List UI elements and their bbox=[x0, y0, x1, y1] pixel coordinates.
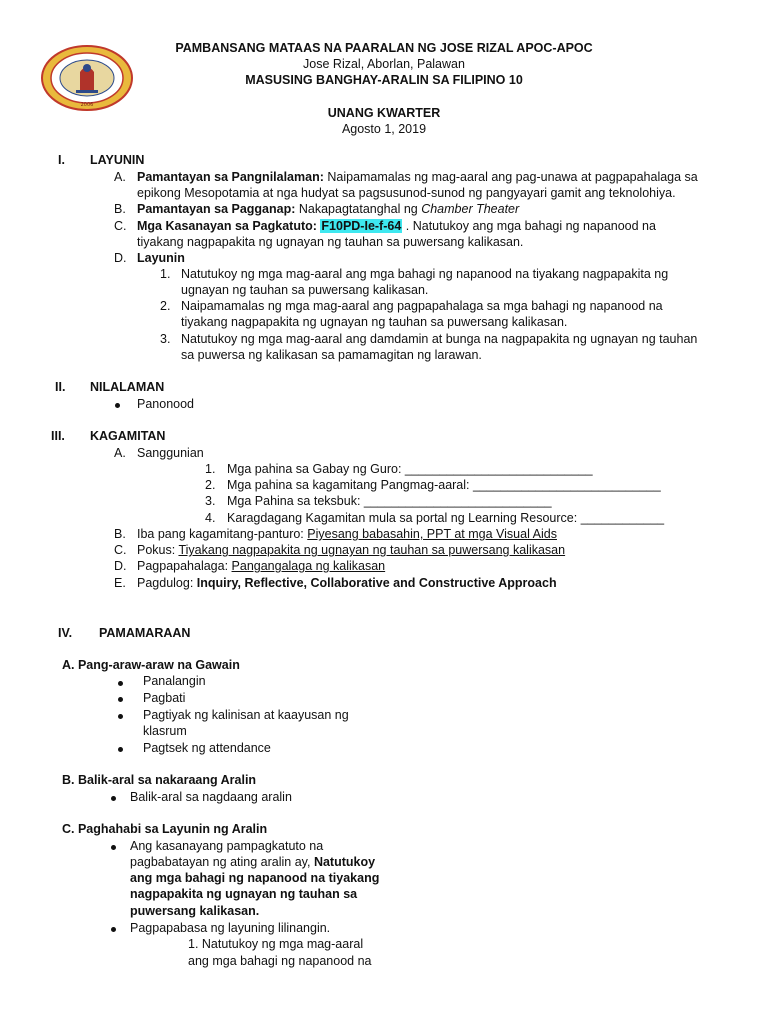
objective-text: tiyakang nagpapakita ng ugnayan ng tauhan sa puwersang kalikasan. bbox=[181, 315, 568, 329]
list-item: Pagpapabasa ng layuning lilinangin. bbox=[130, 921, 331, 935]
list-item: Pagbati bbox=[143, 691, 186, 705]
bullet bbox=[118, 697, 123, 702]
objective-text: ugnayan ng tauhan sa puwersang kalikasan. bbox=[181, 283, 429, 297]
bullet bbox=[111, 927, 116, 932]
list-item: puwersang kalikasan. bbox=[130, 904, 260, 918]
objective-text: Naipamamalas ng mga mag-aaral ang pagpapahalaga sa mga bahagi ng napanood na bbox=[181, 299, 663, 313]
item-letter: A. bbox=[114, 170, 126, 184]
other-materials: Iba pang kagamitang-panturo: Piyesang babasahin, PPT at mga Visual Aids bbox=[137, 527, 557, 541]
quarter-label: UNANG KWARTER bbox=[327, 106, 441, 120]
section-title: LAYUNIN bbox=[90, 153, 145, 167]
focus-line: Pokus: Tiyakang nagpapakita ng ugnayan ng tauhan sa puwersang kalikasan bbox=[137, 543, 566, 557]
list-item: ang mga bahagi ng napanood na bbox=[188, 954, 372, 968]
list-item: Balik-aral sa nagdaang aralin bbox=[130, 790, 292, 804]
subsection-title: C. Paghahabi sa Layunin ng Aralin bbox=[62, 822, 268, 836]
list-item: ang mga bahagi ng napanood na tiyakang bbox=[130, 871, 380, 885]
reference-line: Mga pahina sa Gabay ng Guro: ___________________________ bbox=[227, 462, 593, 476]
bullet bbox=[111, 845, 116, 850]
list-item: Pagtiyak ng kalinisan at kaayusan ng bbox=[143, 708, 349, 722]
section-number: IV. bbox=[58, 626, 73, 640]
bullet bbox=[118, 681, 123, 686]
reference-line: Mga Pahina sa teksbuk: ___________________________ bbox=[227, 494, 552, 508]
list-number: 1. bbox=[160, 267, 171, 281]
list-item: Pagtsek ng attendance bbox=[143, 741, 271, 755]
section-title: NILALAMAN bbox=[90, 380, 165, 394]
content-standard-line: Pamantayan sa Pangnilalaman: Naipamamalas ng mag-aaral ang pag-unawa at pagpapahalaga sa bbox=[137, 170, 698, 184]
bullet bbox=[118, 714, 123, 719]
plan-title: MASUSING BANGHAY-ARALIN SA FILIPINO 10 bbox=[245, 73, 523, 87]
list-number: 2. bbox=[205, 478, 216, 492]
list-item: pagbabatayan ng ating aralin ay, Natutukoy bbox=[130, 855, 376, 869]
item-letter: D. bbox=[114, 559, 127, 573]
item-letter: D. bbox=[114, 251, 127, 265]
list-item: klasrum bbox=[143, 724, 187, 738]
item-letter: C. bbox=[114, 219, 127, 233]
school-address: Jose Rizal, Aborlan, Palawan bbox=[303, 57, 465, 71]
performance-standard: Pamantayan sa Pagganap: Nakapagtatanghal ng Chamber Theater bbox=[137, 202, 520, 216]
list-item: Ang kasanayang pampagkatuto na bbox=[130, 839, 324, 853]
section-title: KAGAMITAN bbox=[90, 429, 166, 443]
list-number: 1. bbox=[205, 462, 216, 476]
school-name: PAMBANSANG MATAAS NA PAARALAN NG JOSE RIZAL APOC-APOC bbox=[175, 41, 593, 55]
bullet bbox=[111, 796, 116, 801]
item-letter: C. bbox=[114, 543, 127, 557]
list-number: 4. bbox=[205, 511, 216, 525]
item-letter: E. bbox=[114, 576, 126, 590]
list-number: 3. bbox=[205, 494, 216, 508]
item-letter: B. bbox=[114, 527, 126, 541]
plan-date: Agosto 1, 2019 bbox=[341, 122, 427, 136]
list-number: 3. bbox=[160, 332, 171, 346]
list-item: Panonood bbox=[137, 397, 195, 411]
content-standard-line2: epikong Mesopotamia at nga hudyat sa pagsusunod-sunod ng pangyayari gamit ang teknolohiya. bbox=[137, 186, 676, 200]
subsection-title: B. Balik-aral sa nakaraang Aralin bbox=[62, 773, 257, 787]
reference-line: Karagdagang Kagamitan mula sa portal ng Learning Resource: ____________ bbox=[227, 511, 665, 525]
objectives-title: Layunin bbox=[137, 251, 185, 265]
reference-line: Mga pahina sa kagamitang Pangmag-aaral: ___________________________ bbox=[227, 478, 661, 492]
references-title: Sanggunian bbox=[137, 446, 204, 460]
item-letter: A. bbox=[114, 446, 126, 460]
section-title: PAMAMARAAN bbox=[99, 626, 191, 640]
objective-text: Natutukoy ng mga mag-aaral ang mga bahagi ng napanood na tiyakang nagpapakita ng bbox=[181, 267, 669, 281]
section-number: I. bbox=[58, 153, 65, 167]
bullet bbox=[118, 747, 123, 752]
values-line: Pagpapahalaga: Pangangalaga ng kalikasan bbox=[137, 559, 386, 573]
list-item: 1. Natutukoy ng mga mag-aaral bbox=[188, 937, 364, 951]
section-number: III. bbox=[51, 429, 65, 443]
subsection-title: A. Pang-araw-araw na Gawain bbox=[62, 658, 240, 672]
svg-text:2006: 2006 bbox=[80, 102, 94, 108]
learning-competency-line2: tiyakang nagpapakita ng ugnayan ng tauhan sa puwersang kalikasan. bbox=[137, 235, 524, 249]
list-number: 2. bbox=[160, 299, 171, 313]
learning-competency: Mga Kasanayan sa Pagkatuto: F10PD-Ie-f-64 . Natutukoy ang mga bahagi ng napanood na bbox=[137, 219, 656, 233]
list-item: Panalangin bbox=[143, 674, 206, 688]
competency-code: F10PD-Ie-f-64 bbox=[321, 219, 402, 233]
objective-text: sa puwersa ng kalikasan sa pamamagitan ng larawan. bbox=[181, 348, 482, 362]
approach-line: Pagdulog: Inquiry, Reflective, Collaborative and Constructive Approach bbox=[137, 576, 557, 590]
item-letter: B. bbox=[114, 202, 126, 216]
section-number: II. bbox=[55, 380, 66, 394]
bullet bbox=[115, 403, 120, 408]
list-item: nagpapakita ng ugnayan ng tauhan sa bbox=[130, 887, 358, 901]
objective-text: Natutukoy ng mga mag-aaral ang damdamin at bunga na nagpapakita ng ugnayan ng tauhan bbox=[181, 332, 698, 346]
